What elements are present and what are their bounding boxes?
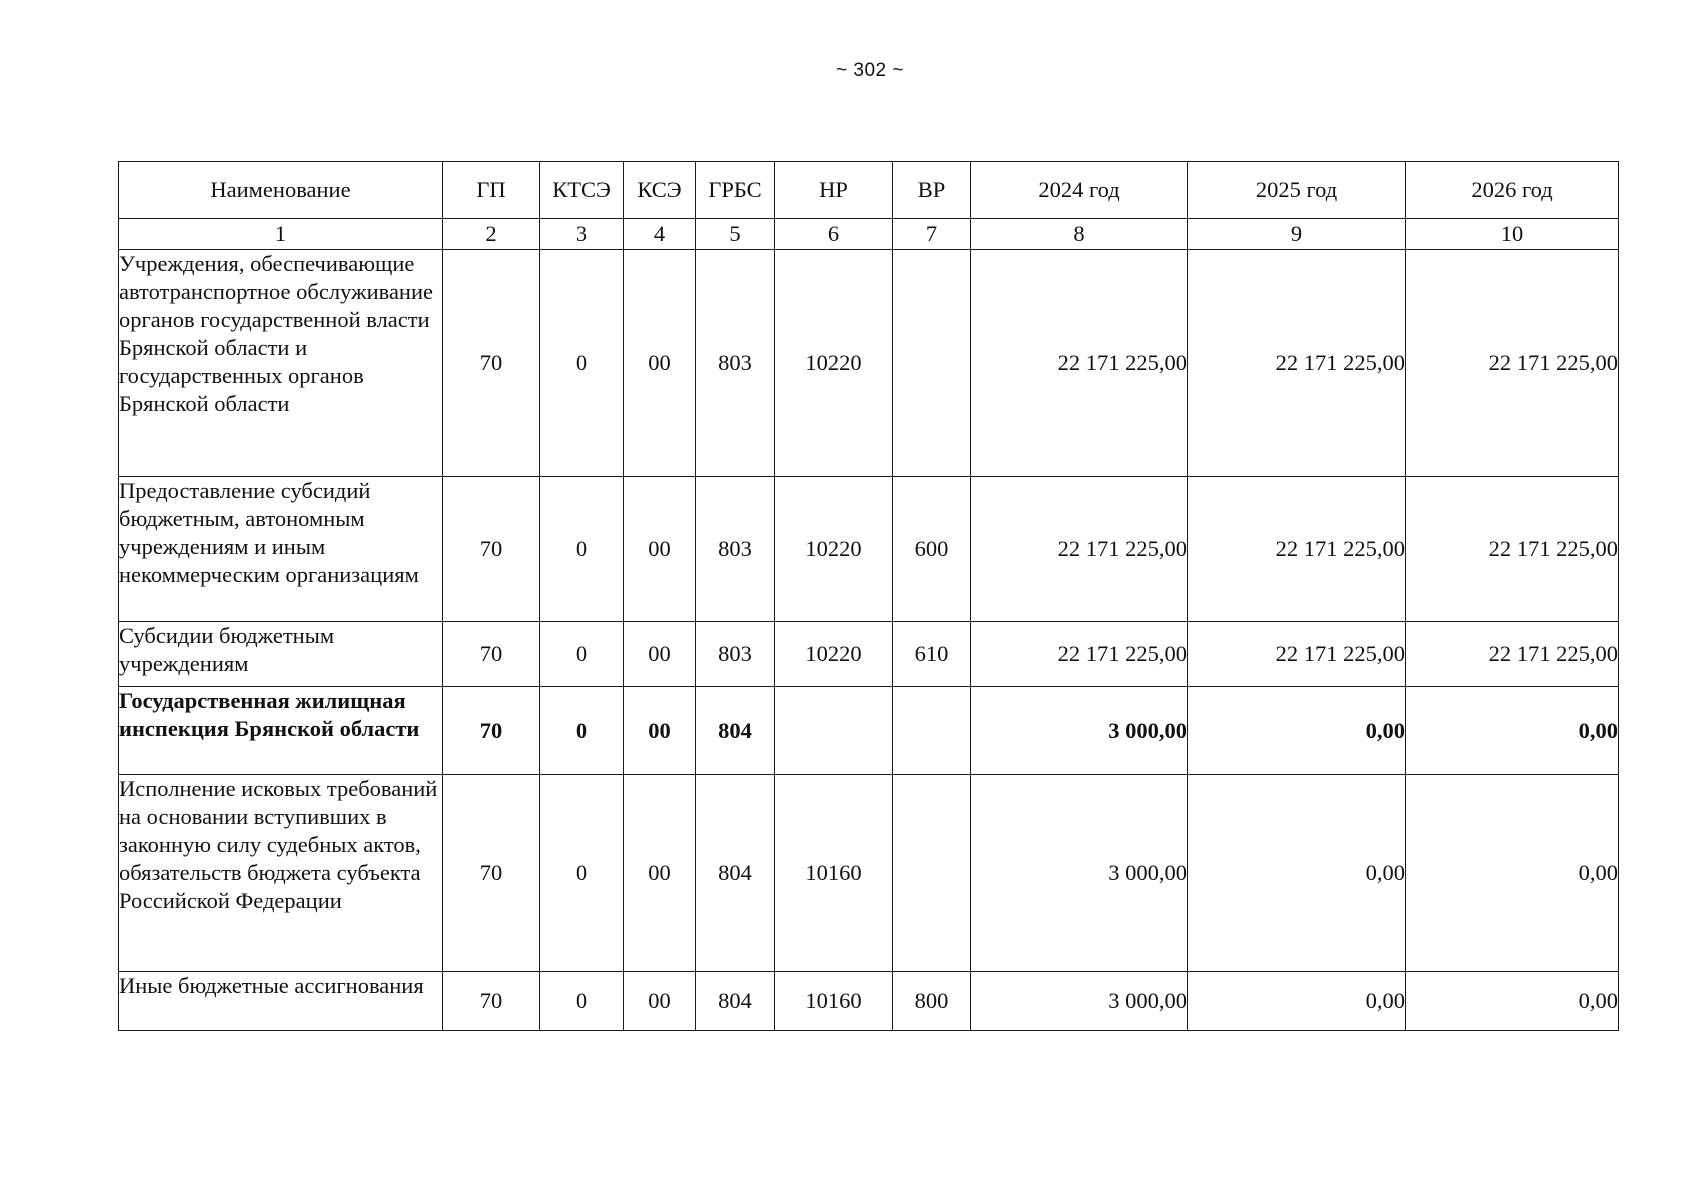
column-number: 8 [971,219,1188,250]
row-name: Исполнение исковых требований на основании вступивших в законную силу судебных актов, обязательств бюджета субъекта Российской Федерации [119,775,443,972]
cell-vr: 610 [893,622,971,687]
header-2026: 2026 год [1406,162,1619,219]
cell-2026: 22 171 225,00 [1406,622,1619,687]
cell-nr: 10160 [775,972,893,1031]
table-row [119,775,1619,972]
cell-kse: 00 [624,477,696,622]
cell-2026: 0,00 [1406,775,1619,972]
column-number: 2 [443,219,540,250]
cell-ktse: 0 [540,972,624,1031]
table-row [119,622,1619,687]
cell-kse: 00 [624,622,696,687]
row-name: Субсидии бюджетным учреждениям [119,622,443,687]
cell-vr [893,687,971,775]
cell-ktse: 0 [540,687,624,775]
column-number: 7 [893,219,971,250]
header-2024: 2024 год [971,162,1188,219]
column-number: 10 [1406,219,1619,250]
cell-ktse: 0 [540,622,624,687]
column-number: 6 [775,219,893,250]
cell-vr [893,775,971,972]
row-name: Учреждения, обеспечивающие автотранспортное обслуживание органов государственной власти Брянской области и государственных органов Брянской области [119,250,443,477]
cell-nr: 10160 [775,775,893,972]
cell-gp: 70 [443,250,540,477]
row-name: Предоставление субсидий бюджетным, автономным учреждениям и иным некоммерческим организациям [119,477,443,622]
cell-nr: 10220 [775,250,893,477]
cell-2025: 22 171 225,00 [1188,477,1406,622]
cell-grbs: 803 [696,250,775,477]
table-row-section [119,687,1619,775]
cell-ktse: 0 [540,775,624,972]
cell-2025: 22 171 225,00 [1188,622,1406,687]
cell-2024: 22 171 225,00 [971,477,1188,622]
header-nr: НР [775,162,893,219]
cell-grbs: 804 [696,972,775,1031]
header-grbs: ГРБС [696,162,775,219]
cell-vr: 800 [893,972,971,1031]
table-row [119,477,1619,622]
cell-kse: 00 [624,775,696,972]
cell-gp: 70 [443,477,540,622]
cell-2025: 0,00 [1188,972,1406,1031]
budget-table [118,161,1619,1031]
cell-2025: 0,00 [1188,687,1406,775]
column-number-row [119,219,1619,250]
column-number: 3 [540,219,624,250]
column-number: 9 [1188,219,1406,250]
column-number: 4 [624,219,696,250]
cell-kse: 00 [624,972,696,1031]
cell-kse: 00 [624,687,696,775]
table-row [119,250,1619,477]
page-number: ~ 302 ~ [836,60,904,81]
header-name: Наименование [119,162,443,219]
cell-gp: 70 [443,622,540,687]
cell-vr: 600 [893,477,971,622]
column-number: 5 [696,219,775,250]
cell-grbs: 803 [696,622,775,687]
cell-ktse: 0 [540,477,624,622]
header-vr: ВР [893,162,971,219]
header-ktse: КТСЭ [540,162,624,219]
cell-2024: 22 171 225,00 [971,622,1188,687]
cell-grbs: 804 [696,687,775,775]
cell-gp: 70 [443,687,540,775]
row-name: Иные бюджетные ассигнования [119,972,443,1031]
cell-kse: 00 [624,250,696,477]
cell-vr [893,250,971,477]
cell-2026: 0,00 [1406,972,1619,1031]
cell-nr: 10220 [775,477,893,622]
cell-2026: 0,00 [1406,687,1619,775]
cell-gp: 70 [443,775,540,972]
cell-grbs: 803 [696,477,775,622]
cell-2025: 22 171 225,00 [1188,250,1406,477]
header-kse: КСЭ [624,162,696,219]
table-header-row [119,162,1619,219]
cell-2024: 3 000,00 [971,687,1188,775]
cell-2024: 22 171 225,00 [971,250,1188,477]
cell-2026: 22 171 225,00 [1406,250,1619,477]
cell-2024: 3 000,00 [971,775,1188,972]
cell-2024: 3 000,00 [971,972,1188,1031]
header-gp: ГП [443,162,540,219]
cell-nr: 10220 [775,622,893,687]
cell-ktse: 0 [540,250,624,477]
row-name: Государственная жилищная инспекция Брянской области [119,687,443,775]
cell-2026: 22 171 225,00 [1406,477,1619,622]
column-number: 1 [119,219,443,250]
header-2025: 2025 год [1188,162,1406,219]
cell-gp: 70 [443,972,540,1031]
cell-2025: 0,00 [1188,775,1406,972]
table-row [119,972,1619,1031]
cell-nr [775,687,893,775]
cell-grbs: 804 [696,775,775,972]
